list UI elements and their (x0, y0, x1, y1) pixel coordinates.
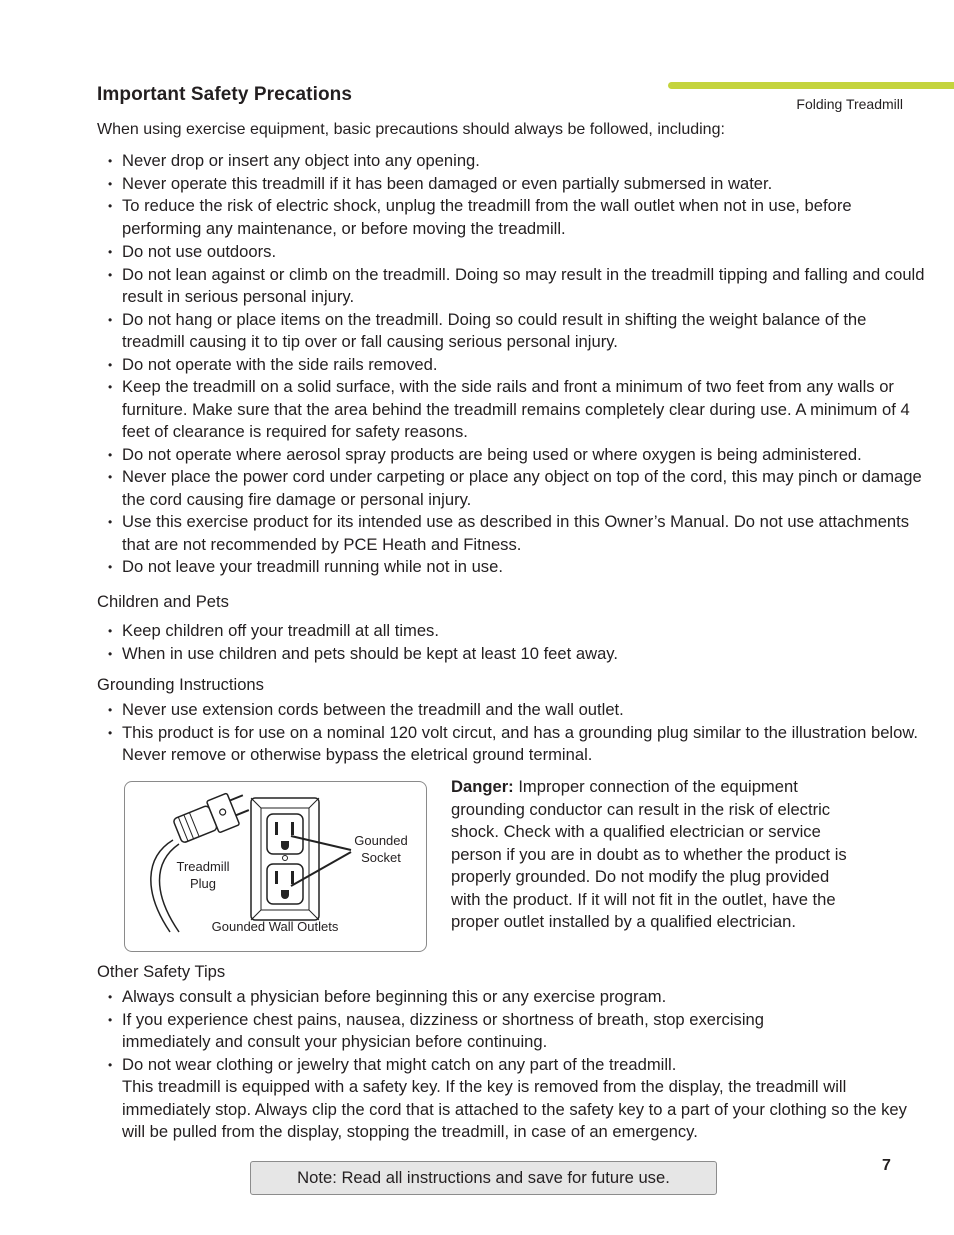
list-item: • Use this exercise product for its intended use as described in this Owner’s Manual. Do not use attachments that are not recommended by PCE Heath and Fitness. (108, 512, 910, 554)
bullet-icon: • (108, 703, 113, 717)
bullet-icon: • (108, 560, 113, 574)
list-item: • Keep the treadmill on a solid surface, with the side rails and front a minimum of two feet from any walls or furniture. Make sure that the area behind the treadmill remains completely clear during use. A minimum of 4 feet of clearance is required for safety reasons. (108, 377, 910, 441)
list-item: • Do not leave your treadmill running while not in use. (106, 556, 926, 579)
page-title: Important Safety Precations (97, 84, 353, 105)
list-item: • Never drop or insert any object into any opening. (106, 150, 926, 173)
list-item: • Never operate this treadmill if it has been damaged or even partially submersed in water. (106, 173, 926, 196)
grounding-heading: Grounding Instructions (97, 675, 264, 694)
list-item: • Do not use outdoors. (106, 241, 926, 264)
list-item: • If you experience chest pains, nausea, dizziness or shortness of breath, stop exercising immediately and consult your physician before continuing. (108, 1009, 764, 1051)
grounding-illustration (124, 781, 427, 952)
list-item: • Never place the power cord under carpeting or place any object on top of the cord, this may pinch or damage the cord causing fire damage or personal injury. (108, 467, 922, 509)
grounding-list (106, 699, 926, 767)
bullet-icon: • (108, 646, 113, 661)
socket-label: Gounded Socket (354, 833, 408, 865)
list-item: • Do not lean against or climb on the treadmill. Doing so may result in the treadmill tipping and falling and could result in serious personal injury. (108, 264, 925, 306)
children-heading: Children and Pets (97, 592, 229, 611)
list-item: • Do not wear clothing or jewelry that might catch on any part of the treadmill. (106, 1054, 806, 1077)
general-precautions-list (106, 150, 926, 579)
bullet-icon: • (108, 515, 113, 529)
list-item: • To reduce the risk of electric shock, unplug the treadmill from the wall outlet when not in use, before performing any maintenance, or before moving the treadmill. (108, 196, 852, 238)
tips-heading: Other Safety Tips (97, 962, 226, 981)
header-label: Folding Treadmill (796, 96, 903, 112)
note-box: Note: Read all instructions and save for future use. (250, 1161, 717, 1195)
outlets-label: Gounded Wall Outlets (211, 919, 339, 934)
bullet-icon: • (108, 725, 113, 740)
bullet-icon: • (108, 245, 113, 259)
list-item: • When in use children and pets should be kept at least 10 feet away. (106, 643, 926, 666)
danger-label: Danger: (451, 777, 514, 796)
plug-icon (171, 788, 252, 847)
tips-list (106, 986, 806, 1076)
children-list (106, 620, 926, 665)
bullet-icon: • (108, 267, 113, 282)
list-item: • Always consult a physician before beginning this or any exercise program. (106, 986, 806, 1009)
wall-outlet-icon (251, 798, 319, 920)
list-item: • Do not operate with the side rails removed. (106, 354, 926, 377)
list-item: • Do not hang or place items on the treadmill. Doing so could result in shifting the weight balance of the treadmill causing it to tip over or fall causing serious personal injury. (108, 309, 867, 351)
list-item: • This product is for use on a nominal 120 volt circut, and has a grounding plug similar to the illustration below. Never remove or otherwise bypass the eletrical ground terminal. (108, 722, 919, 764)
bullet-icon: • (108, 624, 113, 638)
bullet-icon: • (108, 1057, 113, 1072)
list-item: • Never use extension cords between the treadmill and the wall outlet. (106, 699, 926, 722)
bullet-icon: • (108, 447, 113, 462)
page-number: 7 (882, 1157, 891, 1174)
list-item: • Keep children off your treadmill at all times. (106, 620, 926, 643)
bullet-icon: • (108, 357, 113, 372)
bullet-icon: • (108, 154, 113, 168)
bullet-icon: • (108, 176, 113, 191)
bullet-icon: • (108, 470, 113, 484)
danger-text: Improper connection of the equipment grounding conductor can result in the risk of electric shock. Check with a qualified electrician or service person if you are in doubt as to whether the product is properly grounded. Do not modify the plug provided with the product. If it will not fit in the outlet, have the proper outlet installed by a qualified electrician. (451, 777, 847, 931)
bullet-icon: • (108, 1012, 113, 1027)
intro-text: When using exercise equipment, basic precautions should always be followed, including: (97, 121, 725, 138)
bullet-icon: • (108, 990, 113, 1004)
bullet-icon: • (108, 380, 113, 394)
bullet-icon: • (108, 199, 113, 213)
bullet-icon: • (108, 312, 113, 327)
list-item: • Do not operate where aerosol spray products are being used or where oxygen is being administered. (106, 444, 926, 467)
danger-paragraph (451, 776, 851, 934)
safety-key-paragraph: This treadmill is equipped with a safety key. If the key is removed from the display, the treadmill will immediately stop. Always clip the cord that is attached to the safety key to a part of your clothing so the key will be pulled from the display, stopping the treadmill, in case of an emergency. (122, 1077, 907, 1141)
plug-label: Treadmill Plug (176, 859, 230, 891)
header-accent-bar (668, 82, 954, 89)
